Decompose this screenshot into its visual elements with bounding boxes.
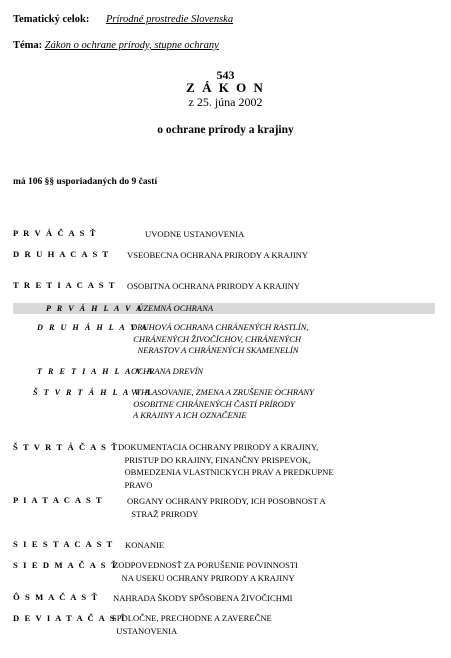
law-number: 543 xyxy=(216,68,235,82)
law-subtitle: o ochrane prírody a krajiny xyxy=(157,124,294,136)
part-6-text: KONANIE xyxy=(125,540,165,550)
theme-value: Zákon o ochrane prírody, stupne ochrany xyxy=(44,40,219,51)
head-1-text: ÚZEMNÁ OCHRANA xyxy=(137,303,214,313)
part-7-label: S I E D M A Č A S Ť xyxy=(13,560,119,570)
head-2-text: DRUHOVÁ OCHRANA CHRÁNENÝCH RASTLÍN, CHRÁNENÝCH ŽIVOČÍCHOV, CHRÁNENÝCH NERASTOV A CHRÁNENÝCH SKAMENELÍN xyxy=(131,322,309,355)
part-9-text: SPOLOČNE, PRECHODNE A ZAVEREČNE USTANOVENIA xyxy=(112,613,272,636)
part-7-text: ZODPOVEDNOSŤ ZA PORUŠENIE POVINNOSTI NA USEKU OCHRANY PRIRODY A KRAJINY xyxy=(113,560,299,583)
part-1-label: P R V Á Č A S Ť xyxy=(13,228,98,238)
part-4-label: Š T V R T Á Č A S Ť xyxy=(13,442,119,452)
part-4-text: DOKUMENTACIA OCHRANY PRIRODY A KRAJINY, PRISTUP DO KRAJINY, FINANČNY PRISPEVOK, OBMEDZENIA VLASTNICKYCH PRAV A PREDKUPNE PRAVO xyxy=(118,442,334,490)
law-word: Z Á K O N xyxy=(186,80,265,95)
head-1-label: P R V Á H L A V A xyxy=(46,304,144,313)
head-4-text: VYHLASOVANIE, ZMENA A ZRUŠENIE OCHRANY OSOBITNE CHRÁNENÝCH ČASTÍ PRÍRODY A KRAJINY A ICH OZNAČENIE xyxy=(131,387,314,420)
part-6-label: S I E S T A C A S T xyxy=(13,539,114,549)
part-8-text: NAHRADA ŠKODY SPÔSOBENA ŽIVOČICHMI xyxy=(113,593,293,603)
theme-line xyxy=(13,40,219,51)
law-date: z 25. júna 2002 xyxy=(188,95,263,109)
topic-line xyxy=(13,14,233,25)
part-2-label: D R U H A C A S T xyxy=(13,249,110,259)
topic-value: Prírodné prostredie Slovenska xyxy=(105,14,234,25)
topic-label: Tematický celok: xyxy=(13,14,90,25)
part-5-label: P I A T A C A S T xyxy=(13,495,104,505)
head-3-label: T R E T I A H L A V A xyxy=(37,367,155,376)
part-1-text: UVODNE USTANOVENIA xyxy=(145,229,245,239)
head-3-text: OCHRANA DREVÍN xyxy=(131,366,204,376)
part-5-text: ORGANY OCHRANY PRIRODY, ICH POSOBNOST A STRAŽ PRIRODY xyxy=(127,496,326,519)
head-2-label: D R U H Á H L A V A xyxy=(37,323,149,332)
theme-label: Téma: xyxy=(13,40,43,51)
summary-line: má 106 §§ usporiadaných do 9 častí xyxy=(13,177,158,187)
part-9-label: D E V I A T A Č A S Ť xyxy=(13,613,128,623)
part-3-label: T R E T I A C A S T xyxy=(13,280,117,290)
part-8-label: Ô S M A Č A S Ť xyxy=(13,592,99,602)
part-2-text: VSEOBECNA OCHRANA PRIRODY A KRAJINY xyxy=(127,250,309,260)
part-3-text: OSOBITNA OCHRANA PRIRODY A KRAJINY xyxy=(127,281,301,291)
head-4-label: Š T V R T Á H L A V A xyxy=(33,388,153,397)
